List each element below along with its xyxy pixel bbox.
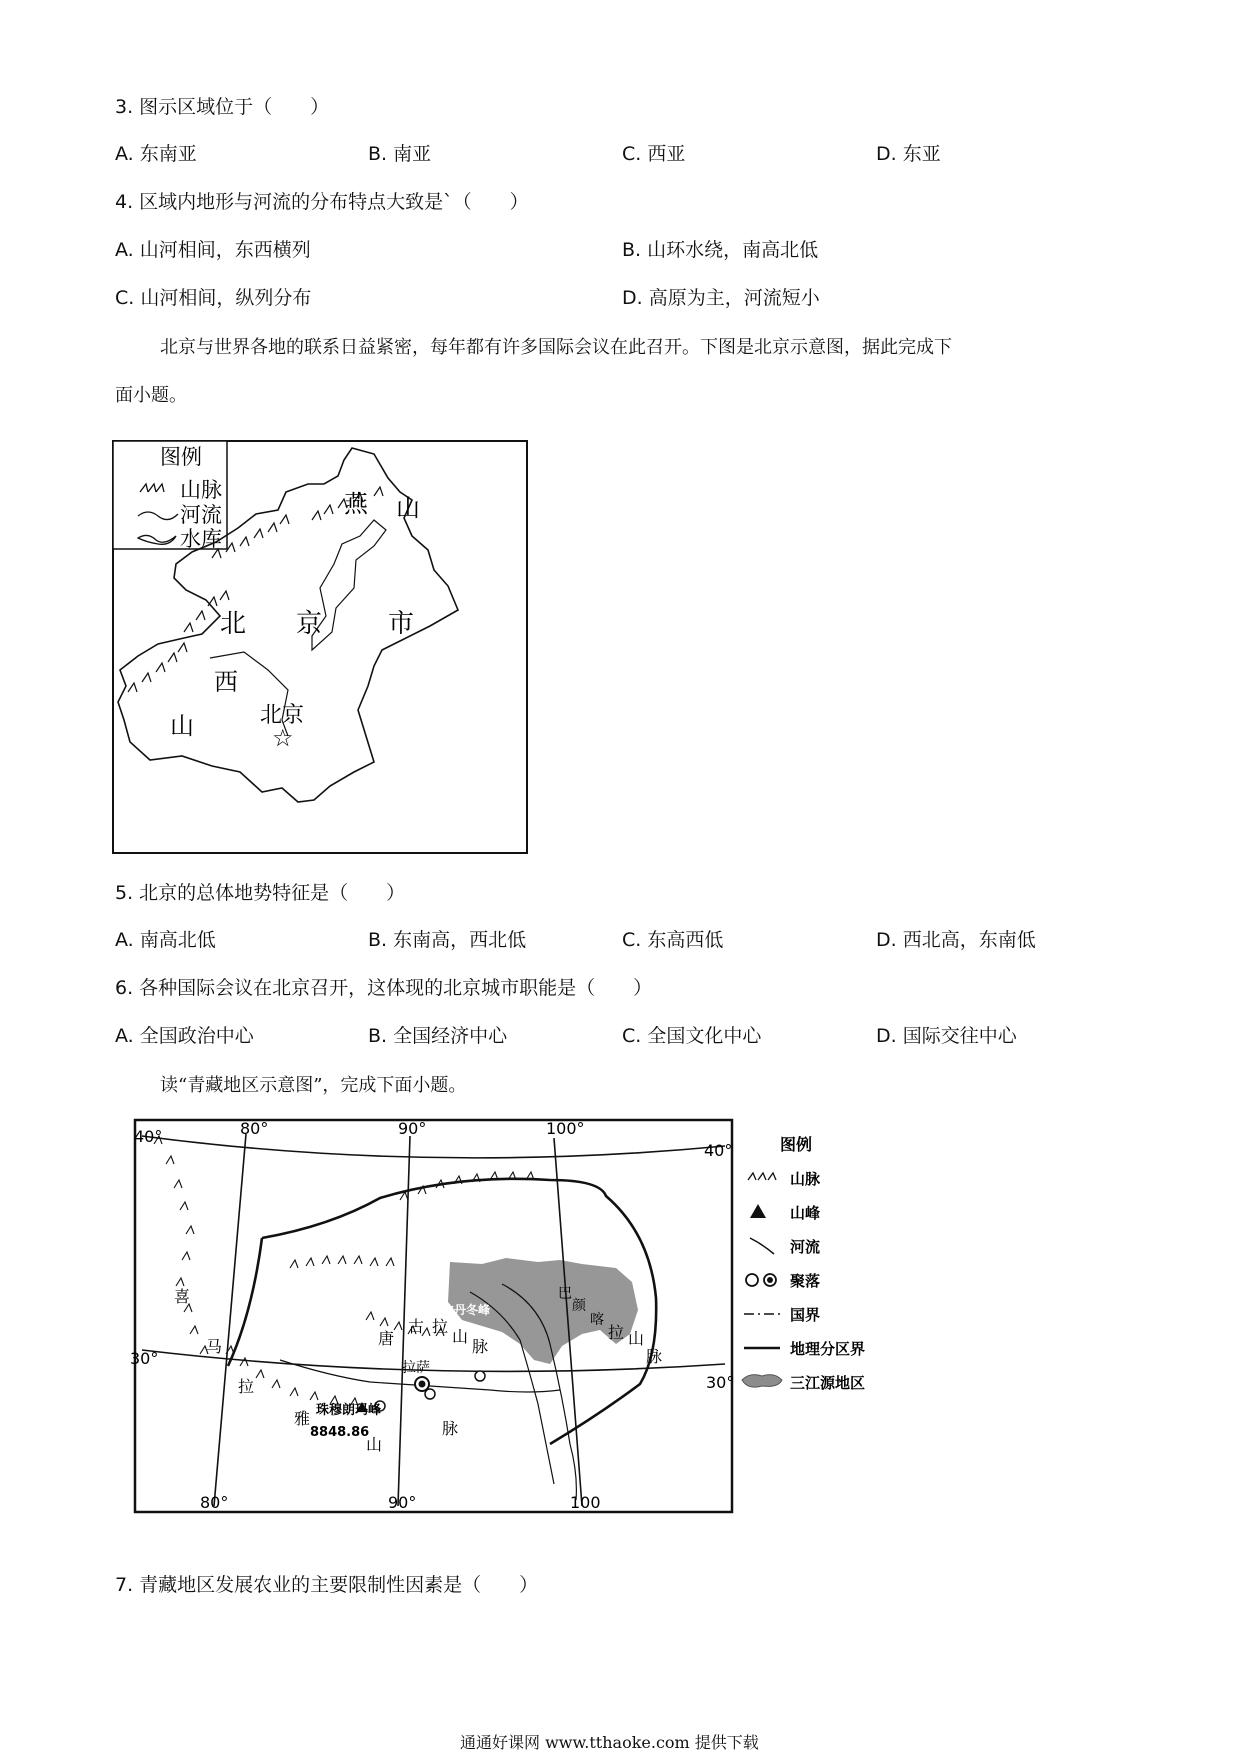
label-la: 拉 <box>238 1377 255 1396</box>
label-shi: 市 <box>388 609 415 639</box>
q4-option-a: A. 山河相间，东西横列 <box>115 239 311 261</box>
lon-80-label-bottom: 80° <box>200 1493 229 1512</box>
q6-option-c: C. 全国文化中心 <box>622 1025 762 1047</box>
label-ka: 喀 <box>590 1312 604 1328</box>
label-jing: 京 <box>296 609 323 639</box>
label-everest: 珠穆朗玛峰 <box>316 1403 382 1418</box>
lasa-settlement-dot <box>419 1381 426 1388</box>
label-mai: 脉 <box>442 1419 459 1438</box>
label-tang: 唐 <box>378 1329 395 1348</box>
beijing-legend-reservoir: 水库 <box>180 527 222 551</box>
q6-option-b: B. 全国经济中心 <box>368 1025 508 1047</box>
settlement-icon <box>425 1389 435 1399</box>
label-shan-yanshan: 山 <box>396 494 420 522</box>
label-yan: 颜 <box>572 1298 586 1314</box>
q6-option-d: D. 国际交往中心 <box>876 1025 1017 1047</box>
q5-option-d: D. 西北高，东南低 <box>876 929 1036 951</box>
label-mai2: 脉 <box>472 1337 489 1356</box>
qz-legend-sanjiangyuan: 三江源地区 <box>790 1374 866 1392</box>
qz-legend-mountain: 山脉 <box>790 1170 821 1188</box>
label-shan3: 山 <box>628 1329 645 1348</box>
q7-stem: 7. 青藏地区发展农业的主要限制性因素是（ ） <box>115 1574 539 1596</box>
label-geladandong: 各拉丹冬峰 <box>430 1303 491 1317</box>
qz-legend-river: 河流 <box>790 1238 821 1256</box>
label-shan2: 山 <box>452 1327 469 1346</box>
q5-option-c: C. 东高西低 <box>622 929 724 951</box>
label-gu: 古 <box>408 1317 425 1336</box>
label-yan: 燕 <box>344 490 368 518</box>
lon-100-label-top: 100° <box>546 1119 585 1138</box>
label-ma: 马 <box>206 1337 223 1356</box>
beijing-intro-line1: 北京与世界各地的联系日益紧密，每年都有许多国际会议在此召开。下图是北京示意图，据此完成下 <box>160 337 952 358</box>
q4-option-c: C. 山河相间，纵列分布 <box>115 287 312 309</box>
qz-legend-peak: 山峰 <box>790 1204 821 1222</box>
page-footer: 通通好课网 www.tthaoke.com 提供下载 <box>460 1733 759 1752</box>
label-everest-height: 8848.86 <box>310 1425 370 1440</box>
label-shan-xishan: 山 <box>170 712 194 740</box>
lat-30-label-west: 30° <box>130 1349 159 1368</box>
qingzang-map <box>130 1114 880 1520</box>
q3-option-c: C. 西亚 <box>622 143 686 165</box>
beijing-intro-line2: 面小题。 <box>115 385 187 406</box>
q6-stem: 6. 各种国际会议在北京召开，这体现的北京城市职能是（ ） <box>115 977 653 999</box>
beijing-legend-title: 图例 <box>160 445 202 469</box>
lon-100-label-bottom: 100 <box>570 1493 601 1512</box>
qingzang-intro: 读“青藏地区示意图”，完成下面小题。 <box>160 1075 467 1096</box>
label-xi: 喜 <box>174 1287 191 1306</box>
qz-legend-sanjiangyuan-icon <box>742 1375 782 1387</box>
qz-legend-city-dot <box>767 1277 773 1283</box>
qz-legend-border: 国界 <box>790 1306 821 1324</box>
q5-option-a: A. 南高北低 <box>115 929 216 951</box>
lon-80-label-top: 80° <box>240 1119 269 1138</box>
qz-legend-river-icon <box>750 1238 774 1254</box>
q6-option-a: A. 全国政治中心 <box>115 1025 254 1047</box>
label-shan: 山 <box>366 1435 383 1454</box>
label-beijing-city: 北京 <box>260 703 305 728</box>
label-la3: 拉 <box>608 1323 625 1342</box>
label-ya: 雅 <box>294 1409 311 1428</box>
q3-option-a: A. 东南亚 <box>115 143 197 165</box>
q3-option-d: D. 东亚 <box>876 143 941 165</box>
qz-legend-peak-icon <box>750 1204 766 1218</box>
beijing-map <box>112 440 528 854</box>
label-mai3: 脉 <box>646 1347 663 1366</box>
q3-option-b: B. 南亚 <box>368 143 432 165</box>
beijing-legend-river: 河流 <box>180 503 222 527</box>
lon-90-label-top: 90° <box>398 1119 427 1138</box>
q4-option-b: B. 山环水绕，南高北低 <box>622 239 819 261</box>
label-xi: 西 <box>214 668 238 696</box>
label-ba: 巴 <box>558 1286 572 1302</box>
q4-option-d: D. 高原为主，河流短小 <box>622 287 820 309</box>
lat-40-label-west: 40° <box>134 1127 163 1146</box>
label-lasa: 拉萨 <box>402 1360 430 1376</box>
q5-option-b: B. 东南高，西北低 <box>368 929 527 951</box>
label-bei: 北 <box>220 609 247 639</box>
q5-stem: 5. 北京的总体地势特征是（ ） <box>115 882 406 904</box>
beijing-star-icon: ☆ <box>272 724 294 752</box>
lat-30-label-east: 30° <box>706 1373 735 1392</box>
beijing-legend-mountain: 山脉 <box>180 478 222 502</box>
qz-legend-title: 图例 <box>780 1135 813 1154</box>
qz-legend-region-line: 地理分区界 <box>790 1340 866 1358</box>
lon-90-label-bottom: 90° <box>388 1493 417 1512</box>
label-la2: 拉 <box>432 1317 449 1336</box>
qz-legend-settlement-icon <box>746 1274 758 1286</box>
q3-stem: 3. 图示区域位于（ ） <box>115 96 330 118</box>
settlement-icon <box>475 1371 485 1381</box>
lat-40-label-east: 40° <box>704 1141 733 1160</box>
q4-stem: 4. 区域内地形与河流的分布特点大致是`（ ） <box>115 191 529 213</box>
qz-legend-mountain-icon <box>748 1173 776 1180</box>
qz-legend-settlement: 聚落 <box>790 1272 821 1290</box>
